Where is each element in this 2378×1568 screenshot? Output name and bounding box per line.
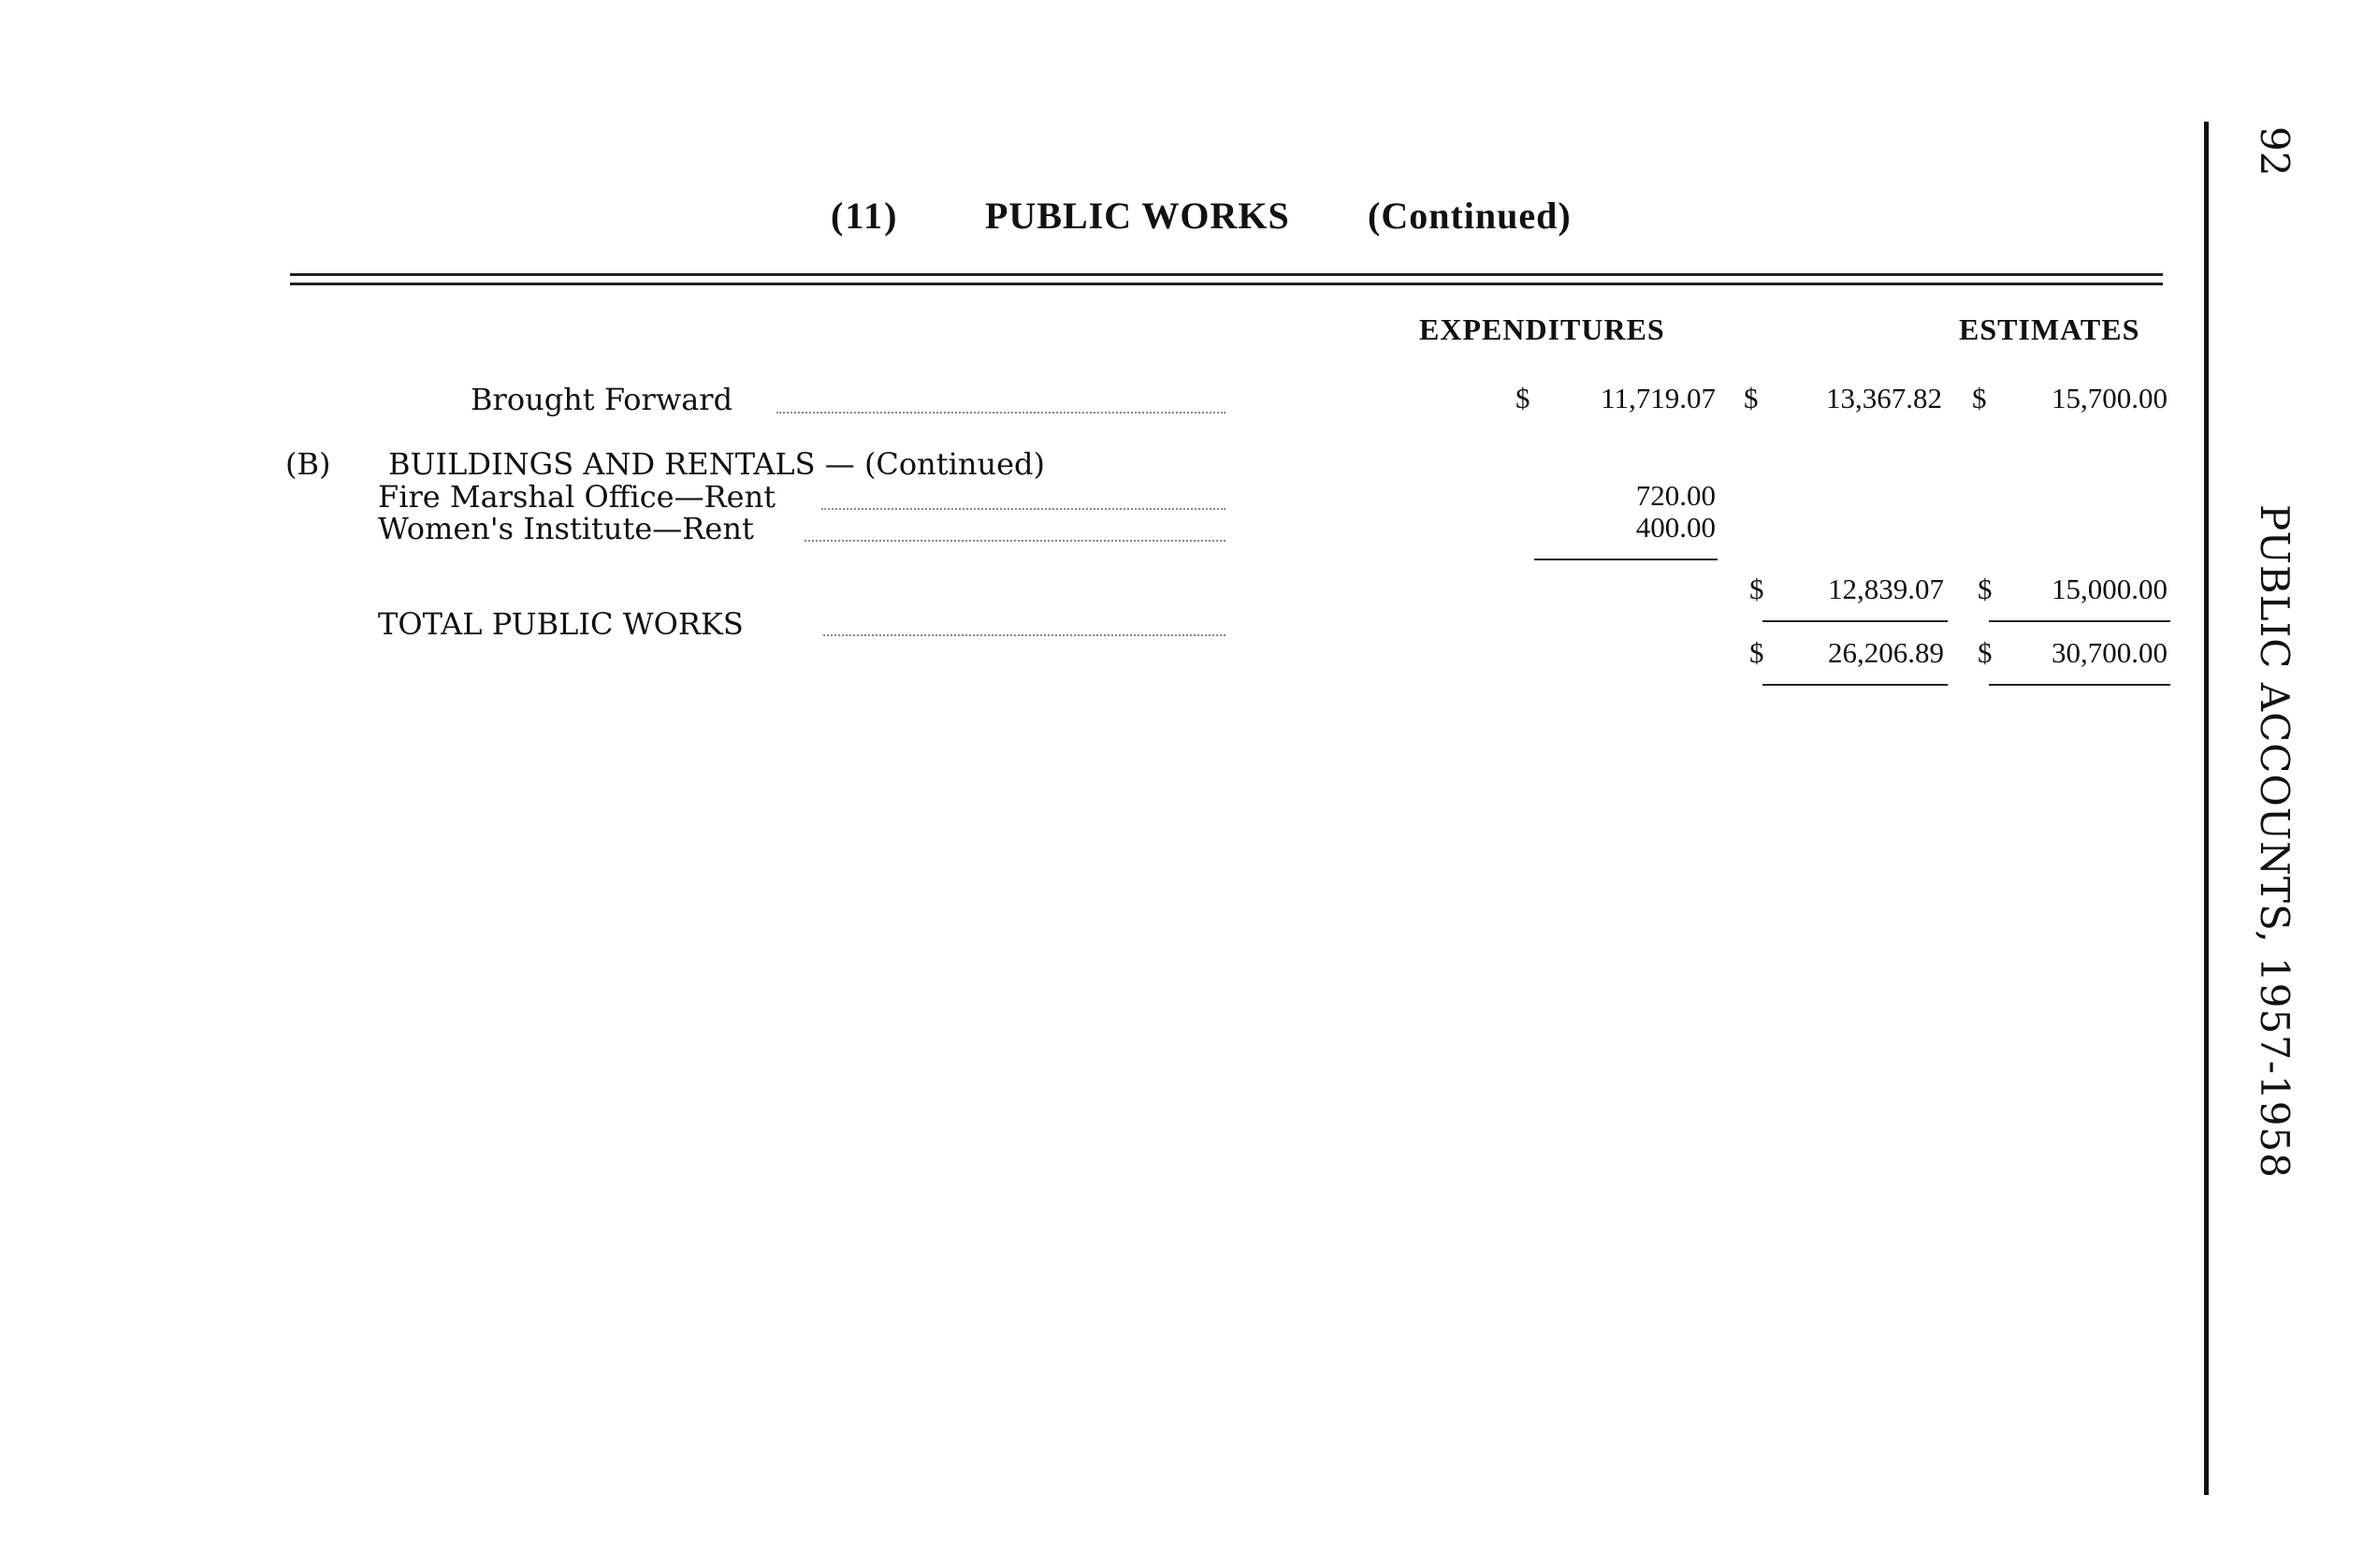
currency-symbol: $ — [1749, 573, 1764, 605]
brought-forward-expenditures-1: 11,719.07 — [1601, 382, 1716, 414]
brought-forward-estimates: 15,700.00 — [2052, 382, 2168, 414]
running-title: PUBLIC ACCOUNTS, 1957-1958 — [2252, 504, 2298, 1179]
brought-forward-label: Brought Forward — [471, 382, 733, 417]
currency-symbol: $ — [1972, 382, 1987, 414]
header-rule-top — [290, 273, 2163, 276]
currency-symbol: $ — [1744, 382, 1759, 414]
section-heading: BUILDINGS AND RENTALS — (Continued) — [388, 446, 1045, 482]
header-rule-bottom — [290, 283, 2163, 285]
subtotal-expenditures: 12,839.07 — [1828, 573, 1944, 605]
total-expenditures: 26,206.89 — [1828, 636, 1944, 669]
column-underline — [1534, 559, 1718, 560]
leader-dots — [823, 634, 1225, 636]
brought-forward-expenditures-2: 13,367.82 — [1826, 382, 1942, 414]
subtotal-estimates: 15,000.00 — [2052, 573, 2168, 605]
currency-symbol: $ — [1749, 636, 1764, 669]
section-marker: (B) — [285, 446, 331, 482]
fire-marshal-amount: 720.00 — [1635, 479, 1716, 512]
currency-symbol: $ — [1978, 573, 1993, 605]
leader-dots — [821, 508, 1225, 510]
fire-marshal-label: Fire Marshal Office—Rent — [378, 479, 776, 515]
womens-institute-amount: 400.00 — [1635, 511, 1716, 544]
total-underline-estimates — [1989, 684, 2170, 686]
section-number: (11) — [831, 195, 899, 237]
leader-dots — [805, 540, 1225, 542]
womens-institute-label: Women's Institute—Rent — [378, 511, 754, 546]
subtotal-underline-estimates — [1989, 620, 2170, 622]
continued-label: (Continued) — [1368, 195, 1572, 237]
total-underline-expenditures — [1762, 684, 1948, 686]
currency-symbol: $ — [1978, 636, 1993, 669]
page-title: PUBLIC WORKS — [985, 195, 1290, 237]
currency-symbol: $ — [1515, 382, 1530, 414]
margin-rule — [2204, 122, 2209, 1495]
leader-dots — [776, 412, 1225, 414]
total-label: TOTAL PUBLIC WORKS — [378, 606, 744, 642]
subtotal-underline-expenditures — [1762, 620, 1948, 622]
page-number: 92 — [2252, 126, 2298, 177]
column-header-expenditures: EXPENDITURES — [1419, 312, 1665, 346]
total-estimates: 30,700.00 — [2052, 636, 2168, 669]
column-header-estimates: ESTIMATES — [1959, 312, 2140, 346]
